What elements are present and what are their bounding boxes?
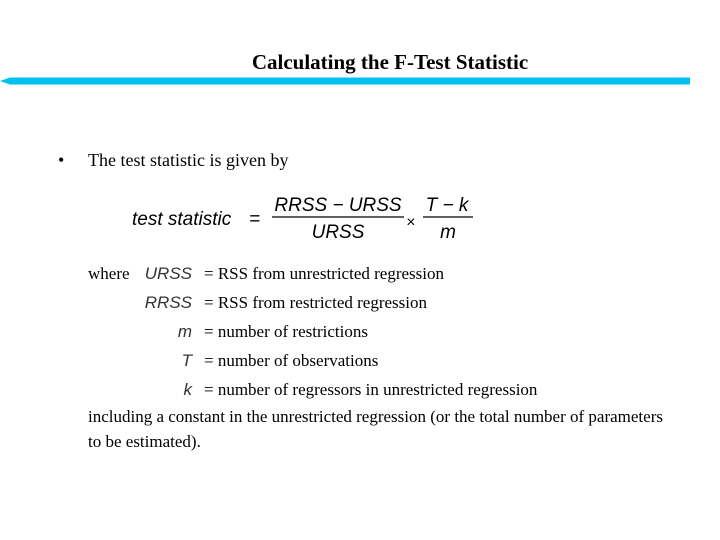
definition-symbol: T	[181, 351, 192, 370]
where-label: where	[88, 264, 130, 283]
bullet-item	[58, 150, 288, 171]
fraction-1-denominator: URSS	[311, 222, 365, 243]
definitions-block	[88, 264, 678, 454]
definition-row	[88, 351, 678, 380]
bullet-text: The test statistic is given by	[88, 150, 289, 170]
definition-row	[88, 322, 678, 351]
fraction-2-numerator: T − k	[425, 195, 469, 216]
slide-title: Calculating the F-Test Statistic	[251, 50, 529, 74]
fraction-1-numerator: RRSS − URSS	[274, 195, 402, 216]
definition-text: = RSS from restricted regression	[204, 293, 427, 312]
definition-row	[88, 293, 678, 322]
definition-symbol: m	[177, 322, 192, 341]
definition-text: = number of regressors in unrestricted regression	[204, 380, 538, 399]
fraction-2-denominator: m	[440, 222, 456, 243]
definition-text: = number of observations	[204, 351, 379, 370]
definition-symbol: RRSS	[144, 293, 192, 312]
bullet-marker: •	[58, 150, 65, 170]
formula-equals: =	[249, 209, 261, 230]
f-statistic-formula	[132, 192, 482, 244]
definition-row	[88, 264, 678, 293]
definition-text: = RSS from unrestricted regression	[204, 264, 444, 283]
definition-note: including a constant in the unrestricted regression (or the total number of parameters to be estimated).	[88, 407, 663, 451]
definition-symbol: k	[183, 380, 192, 399]
title-underline	[0, 76, 690, 86]
formula-times: ×	[406, 214, 416, 231]
definition-symbol: URSS	[144, 264, 192, 283]
formula-lhs: test statistic	[132, 209, 232, 230]
definition-text: = number of restrictions	[204, 322, 368, 341]
definition-row	[88, 380, 678, 409]
